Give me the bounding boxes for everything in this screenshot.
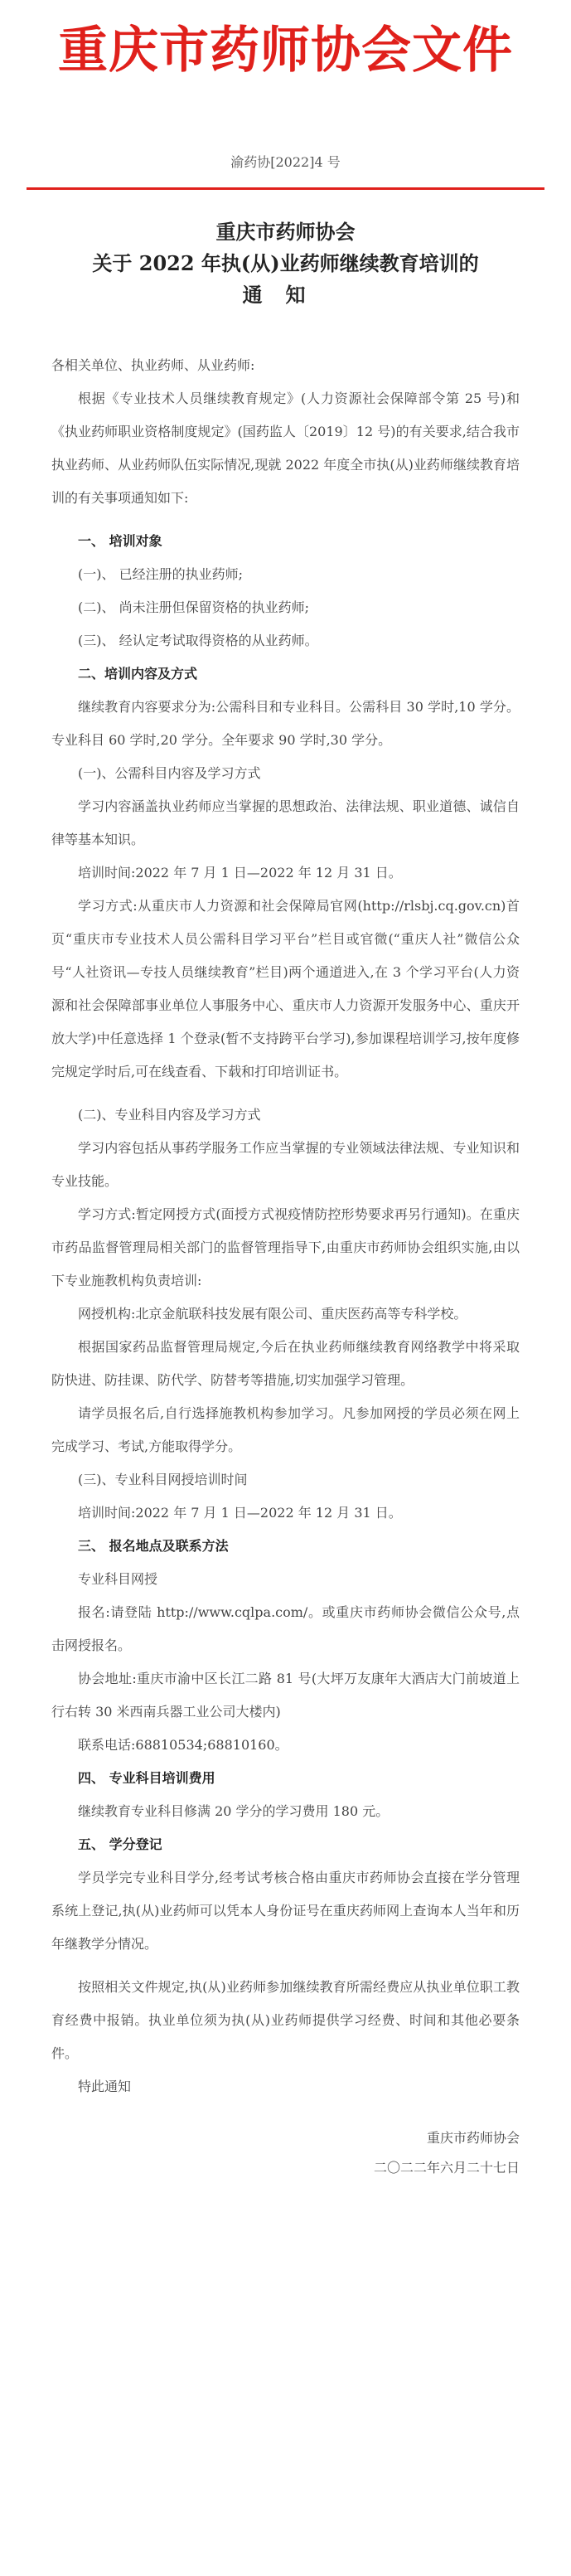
signature-block bbox=[51, 2123, 520, 2183]
section-2-requirements: 继续教育内容要求分为:公需科目和专业科目。公需科目 30 学时,10 学分。专业科目 60 学时,20 学分。全年要求 90 学时,30 学分。 bbox=[51, 699, 520, 748]
document-number: 渝药协[2022]4 号 bbox=[230, 154, 341, 170]
professional-training-time: 培训时间:2022 年 7 月 1 日—2022 年 12 月 31 日。 bbox=[78, 1505, 402, 1521]
funding-paragraph: 按照相关文件规定,执(从)业药师参加继续教育所需经费应从执业单位职工教育经费中报销。执业单位须为执(从)业药师提供学习经费、时间和其他必要条件。 bbox=[51, 1979, 520, 2061]
intro-paragraph: 根据《专业技术人员继续教育规定》(人力资源社会保障部令第 25 号)和《执业药师职业资格制度规定》(国药监人〔2019〕12 号)的有关要求,结合我市执业药师、从业药师队伍实际情况,现就 2022 年度全市执(从)业药师继续教育培训的有关事项通知如下: bbox=[51, 391, 520, 506]
section-5-heading: 五、 学分登记 bbox=[78, 1836, 162, 1852]
professional-course-method: 学习方式:暂定网授方式(面授方式视疫情防控形势要求再另行通知)。在重庆市药品监督管理局相关部门的监督管理指导下,由重庆市药师协会组织实施,由以下专业施教机构负责培训: bbox=[51, 1206, 520, 1288]
public-course-content: 学习内容涵盖执业药师应当掌握的思想政治、法律法规、职业道德、诚信自律等基本知识。 bbox=[51, 798, 520, 847]
public-course-method: 学习方式:从重庆市人力资源和社会保障局官网(http://rlsbj.cq.gov.cn)首页“重庆市专业技术人员公需科目学习平台”栏目或官微(“重庆人社”微信公众号“人社资讯—专技人员继续教育”栏目)两个通道进入,在 3 个学习平台(人力资源和社会保障部事业单位人事服务中心、重庆市人力资源开发服务中心、重庆开放大学)中任意选择 1 个登录(暂不支持跨平台学习),参加课程培训学习,按年度修完规定学时后,可在线查看、下载和打印培训证书。 bbox=[51, 898, 520, 1079]
credit-registration-paragraph: 学员学完专业科目学分,经考试考核合格由重庆市药师协会直接在学分管理系统上登记,执(从)业药师可以凭本人身份证号在重庆药师网上查询本人当年和历年继教学分情况。 bbox=[51, 1870, 520, 1952]
professional-course-content: 学习内容包括从事药学服务工作应当掌握的专业领域法律法规、专业知识和专业技能。 bbox=[51, 1140, 520, 1189]
section-3-subheading: 专业科目网授 bbox=[78, 1571, 158, 1587]
learning-management-rule: 根据国家药品监督管理局规定,今后在执业药师继续教育网络教学中将采取防快进、防挂课、防代学、防替考等措施,切实加强学习管理。 bbox=[51, 1339, 520, 1388]
document-masthead: 重庆市药师协会文件 bbox=[58, 22, 513, 80]
section-2-heading: 二、培训内容及方式 bbox=[78, 666, 198, 682]
association-address: 协会地址:重庆市渝中区长江二路 81 号(大坪万友康年大酒店大门前坡道上行右转 30 米西南兵器工业公司大楼内) bbox=[51, 1671, 520, 1720]
signup-instruction: 请学员报名后,自行选择施教机构参加学习。凡参加网授的学员必须在网上完成学习、考试,方能取得学分。 bbox=[51, 1405, 520, 1454]
signature-date: 二〇二二年六月二十七日 bbox=[373, 2160, 520, 2176]
section-1-item: (二)、 尚未注册但保留资格的执业药师; bbox=[78, 599, 309, 615]
section-3-heading: 三、 报名地点及联系方法 bbox=[78, 1538, 229, 1554]
title-line-3: 通知 bbox=[242, 283, 329, 307]
signup-info: 报名:请登陆 http://www.cqlpa.com/。或重庆市药师协会微信公众号,点击网授报名。 bbox=[51, 1604, 520, 1653]
salutation: 各相关单位、执业药师、从业药师: bbox=[51, 357, 255, 373]
title-line-2: 关于 2022 年执(从)业药师继续教育培训的 bbox=[92, 251, 479, 275]
section-1-heading: 一、 培训对象 bbox=[78, 533, 162, 549]
title-line-1: 重庆市药师协会 bbox=[215, 220, 356, 244]
professional-time-heading: (三)、专业科目网授培训时间 bbox=[78, 1472, 248, 1487]
professional-course-heading: (二)、专业科目内容及学习方式 bbox=[78, 1107, 261, 1123]
closing-remark: 特此通知 bbox=[78, 2079, 132, 2094]
section-1-item: (三)、 经认定考试取得资格的从业药师。 bbox=[78, 633, 318, 648]
section-1-item: (一)、 已经注册的执业药师; bbox=[78, 566, 243, 582]
contact-phone: 联系电话:68810534;68810160。 bbox=[78, 1737, 288, 1753]
public-course-time: 培训时间:2022 年 7 月 1 日—2022 年 12 月 31 日。 bbox=[78, 865, 402, 880]
training-fee: 继续教育专业科目修满 20 学分的学习费用 180 元。 bbox=[78, 1803, 390, 1819]
signature-organization: 重庆市药师协会 bbox=[426, 2130, 520, 2146]
section-4-heading: 四、 专业科目培训费用 bbox=[78, 1770, 215, 1786]
public-course-heading: (一)、公需科目内容及学习方式 bbox=[78, 765, 261, 781]
online-training-institutions: 网授机构:北京金航联科技发展有限公司、重庆医药高等专科学校。 bbox=[78, 1306, 467, 1322]
document-body bbox=[51, 349, 520, 2103]
document-title bbox=[51, 216, 520, 311]
red-divider bbox=[27, 187, 544, 190]
